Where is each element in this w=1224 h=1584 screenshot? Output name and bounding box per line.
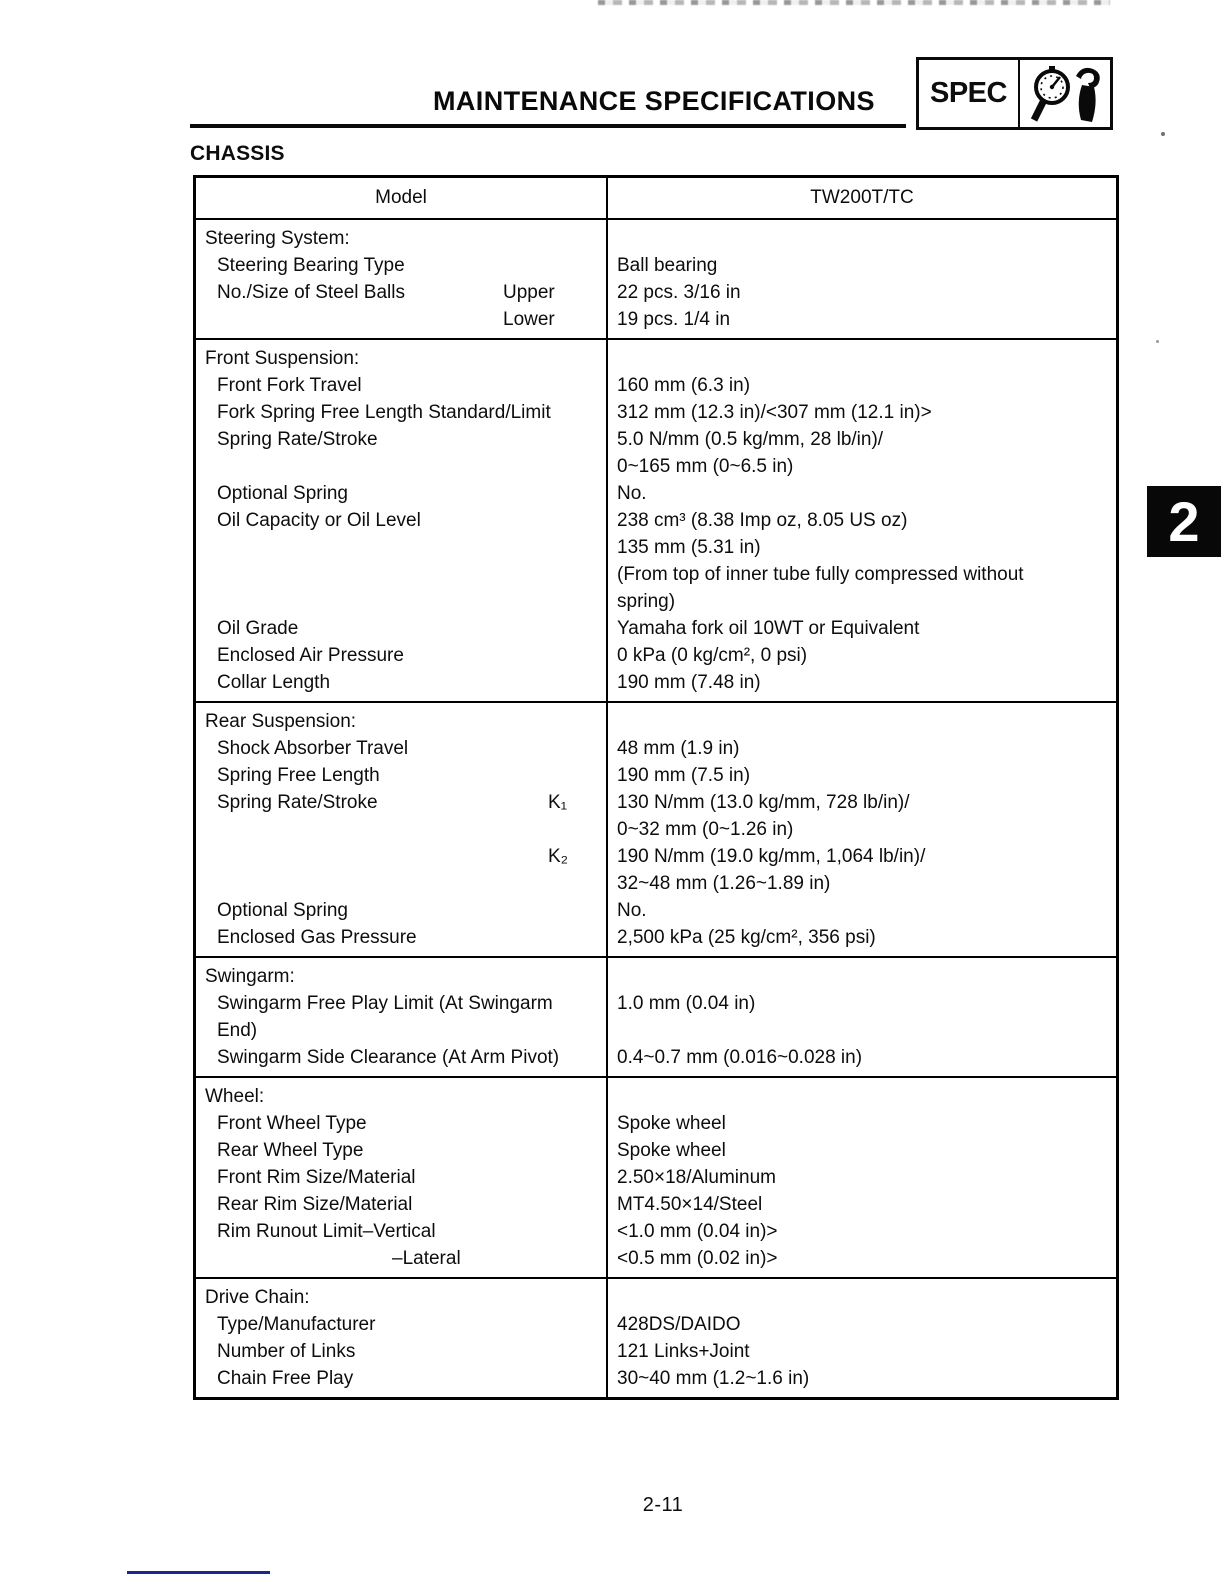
label-cell	[196, 340, 608, 701]
spec-value: 5.0 N/mm (0.5 kg/mm, 28 lb/in)/	[617, 429, 884, 450]
spec-value: Yamaha fork oil 10WT or Equivalent	[617, 618, 920, 639]
spec-value: <0.5 mm (0.02 in)>	[617, 1248, 778, 1269]
spec-label: Front Suspension:	[205, 348, 360, 369]
spec-label: Rear Suspension:	[205, 711, 357, 732]
spec-badge	[916, 57, 1113, 130]
spec-label: Swingarm:	[205, 966, 295, 987]
spec-row-value-line	[617, 1044, 1116, 1071]
spec-row-value-line	[617, 399, 1116, 426]
spec-label	[196, 819, 217, 840]
spec-label: Oil Grade	[217, 618, 299, 639]
spec-row-label-line	[196, 426, 606, 453]
spec-row-value-line	[617, 345, 1116, 372]
spec-table	[193, 175, 1119, 1400]
spec-row-value-line	[617, 1365, 1116, 1392]
spec-sublabel: K₁	[548, 792, 568, 813]
spec-row-label-line	[196, 1218, 606, 1245]
spec-label: Steering Bearing Type	[217, 255, 405, 276]
spec-row-label-line	[196, 1245, 606, 1272]
spec-label: Wheel:	[205, 1086, 265, 1107]
spec-value: 428DS/DAIDO	[617, 1314, 741, 1335]
spec-row-label-line	[196, 279, 606, 306]
spec-row-label-line	[196, 399, 606, 426]
spec-row-value-line	[617, 870, 1116, 897]
spec-value: spring)	[617, 591, 676, 612]
table-section-wheel	[196, 1076, 1116, 1277]
spec-row-value-line	[617, 735, 1116, 762]
spec-label: Fork Spring Free Length Standard/Limit	[217, 402, 551, 423]
spec-value: (From top of inner tube fully compressed without	[617, 564, 1024, 585]
spec-row-value-line	[617, 816, 1116, 843]
spec-row-label-line	[196, 588, 606, 615]
spec-label: Collar Length	[217, 672, 331, 693]
spec-row-label-line	[196, 480, 606, 507]
spec-label: Steering System:	[205, 228, 350, 249]
spec-row-label-line	[196, 372, 606, 399]
spec-label: Swingarm Side Clearance (At Arm Pivot)	[217, 1047, 560, 1068]
label-cell	[196, 1279, 608, 1397]
label-cell	[196, 220, 608, 338]
spec-row-label-line	[196, 507, 606, 534]
spec-row-value-line	[617, 1137, 1116, 1164]
spec-label: Rear Wheel Type	[217, 1140, 364, 1161]
spec-label: Drive Chain:	[205, 1287, 310, 1308]
table-section-swingarm	[196, 956, 1116, 1076]
scan-artifact-speck	[1156, 340, 1159, 343]
spec-label	[196, 456, 217, 477]
spec-label: Swingarm Free Play Limit (At Swingarm	[217, 993, 553, 1014]
spec-label: Front Rim Size/Material	[217, 1167, 416, 1188]
spec-label	[196, 873, 217, 894]
spec-row-label-line	[196, 453, 606, 480]
chapter-tab: 2	[1147, 486, 1221, 557]
spec-label: Spring Rate/Stroke	[217, 429, 378, 450]
spec-row-label-line	[196, 1044, 606, 1071]
spec-label: Optional Spring	[217, 900, 348, 921]
spec-row-value-line	[617, 642, 1116, 669]
spec-sublabel: K₂	[548, 846, 569, 867]
page-title: MAINTENANCE SPECIFICATIONS	[433, 86, 875, 116]
spec-row-value-line	[617, 843, 1116, 870]
spec-value: 0~32 mm (0~1.26 in)	[617, 819, 794, 840]
spec-row-value-line	[617, 372, 1116, 399]
value-cell	[608, 340, 1116, 701]
spec-row-label-line	[196, 870, 606, 897]
label-cell	[196, 958, 608, 1076]
spec-label: Front Wheel Type	[217, 1113, 367, 1134]
spec-value: 48 mm (1.9 in)	[617, 738, 740, 759]
spec-value: 30~40 mm (1.2~1.6 in)	[617, 1368, 810, 1389]
spec-value: 0~165 mm (0~6.5 in)	[617, 456, 794, 477]
scan-artifact-speck	[1161, 132, 1165, 136]
spec-row-value-line	[617, 453, 1116, 480]
spec-row-value-line	[617, 1164, 1116, 1191]
spec-row-value-line	[617, 480, 1116, 507]
spec-label: Rear Rim Size/Material	[217, 1194, 413, 1215]
table-section-front-suspension	[196, 338, 1116, 701]
spec-row-label-line	[196, 642, 606, 669]
table-section-rear-suspension	[196, 701, 1116, 956]
spec-label: –Lateral	[392, 1248, 461, 1269]
spec-row-value-line	[617, 561, 1116, 588]
spec-row-value-line	[617, 1245, 1116, 1272]
scan-artifact-smudge	[598, 0, 1110, 5]
spec-label: Enclosed Air Pressure	[217, 645, 404, 666]
spec-label: Chain Free Play	[217, 1368, 354, 1389]
spec-label	[196, 846, 217, 867]
spec-value: 0 kPa (0 kg/cm², 0 psi)	[617, 645, 808, 666]
spec-row-label-line	[196, 1083, 606, 1110]
spec-row-value-line	[617, 708, 1116, 735]
spec-value: 160 mm (6.3 in)	[617, 375, 751, 396]
spec-row-label-line	[196, 669, 606, 696]
spec-row-value-line	[617, 507, 1116, 534]
spec-value: 312 mm (12.3 in)/<307 mm (12.1 in)>	[617, 402, 932, 423]
model-value-header-cell: TW200T/TC	[810, 187, 914, 208]
spec-row-label-line	[196, 1017, 606, 1044]
spec-row-value-line	[617, 615, 1116, 642]
spec-label: End)	[217, 1020, 258, 1041]
dial-gauge-icon	[1020, 60, 1110, 127]
spec-value: 135 mm (5.31 in)	[617, 537, 761, 558]
table-section-steering-system	[196, 220, 1116, 338]
title-rule	[190, 124, 906, 128]
spec-row-value-line	[617, 1110, 1116, 1137]
spec-row-value-line	[617, 1218, 1116, 1245]
spec-row-label-line	[196, 1365, 606, 1392]
spec-label: Spring Rate/Stroke	[217, 792, 378, 813]
spec-row-value-line	[617, 1017, 1116, 1044]
spec-label: Spring Free Length	[217, 765, 380, 786]
spec-row-value-line	[617, 990, 1116, 1017]
spec-value: 2,500 kPa (25 kg/cm², 356 psi)	[617, 927, 876, 948]
value-cell	[608, 1279, 1116, 1397]
model-header-cell: Model	[196, 178, 608, 218]
table-section-drive-chain	[196, 1277, 1116, 1397]
spec-value: 19 pcs. 1/4 in	[617, 309, 731, 330]
spec-row-value-line	[617, 1311, 1116, 1338]
spec-row-label-line	[196, 762, 606, 789]
spec-row-label-line	[196, 615, 606, 642]
spec-badge-label: SPEC	[919, 60, 1020, 127]
spec-row-value-line	[617, 225, 1116, 252]
spec-label: Shock Absorber Travel	[217, 738, 409, 759]
spec-value: 0.4~0.7 mm (0.016~0.028 in)	[617, 1047, 863, 1068]
spec-value: 22 pcs. 3/16 in	[617, 282, 741, 303]
spec-row-value-line	[617, 789, 1116, 816]
value-cell	[608, 958, 1116, 1076]
spec-row-value-line	[617, 534, 1116, 561]
page-number: 2-11	[642, 1494, 684, 1516]
spec-row-label-line	[196, 789, 606, 816]
spec-row-label-line	[196, 345, 606, 372]
spec-row-value-line	[617, 963, 1116, 990]
spec-value: Spoke wheel	[617, 1140, 726, 1161]
spec-row-label-line	[196, 306, 606, 333]
spec-value: 190 mm (7.48 in)	[617, 672, 761, 693]
spec-sublabel: Upper	[503, 282, 555, 303]
spec-row-label-line	[196, 843, 606, 870]
spec-row-value-line	[617, 762, 1116, 789]
spec-table-body	[196, 220, 1116, 1397]
spec-row-label-line	[196, 1110, 606, 1137]
spec-label: No./Size of Steel Balls	[217, 282, 405, 303]
spec-row-label-line	[196, 1284, 606, 1311]
spec-row-label-line	[196, 561, 606, 588]
spec-value: Ball bearing	[617, 255, 718, 276]
spec-value: Spoke wheel	[617, 1113, 726, 1134]
footer-accent-line	[127, 1571, 270, 1574]
spec-row-label-line	[196, 534, 606, 561]
spec-sublabel: Lower	[503, 309, 555, 330]
spec-value: 2.50×18/Aluminum	[617, 1167, 776, 1188]
spec-row-label-line	[196, 1164, 606, 1191]
spec-row-label-line	[196, 708, 606, 735]
value-cell	[608, 1078, 1116, 1277]
spec-row-value-line	[617, 1338, 1116, 1365]
spec-value: 238 cm³ (8.38 Imp oz, 8.05 US oz)	[617, 510, 908, 531]
spec-value: 1.0 mm (0.04 in)	[617, 993, 756, 1014]
value-cell	[608, 703, 1116, 956]
spec-label	[196, 591, 217, 612]
spec-row-value-line	[617, 1284, 1116, 1311]
spec-value: No.	[617, 900, 647, 921]
spec-label	[196, 537, 217, 558]
spec-row-label-line	[196, 252, 606, 279]
spec-row-label-line	[196, 990, 606, 1017]
spec-row-value-line	[617, 1191, 1116, 1218]
spec-label: Front Fork Travel	[217, 375, 362, 396]
spec-row-label-line	[196, 924, 606, 951]
spec-value: MT4.50×14/Steel	[617, 1194, 763, 1215]
spec-label	[196, 309, 217, 330]
spec-label: Optional Spring	[217, 483, 348, 504]
spec-row-label-line	[196, 225, 606, 252]
spec-value: No.	[617, 483, 647, 504]
spec-row-value-line	[617, 306, 1116, 333]
spec-row-label-line	[196, 963, 606, 990]
spec-row-value-line	[617, 924, 1116, 951]
spec-row-value-line	[617, 669, 1116, 696]
spec-row-label-line	[196, 1311, 606, 1338]
value-cell	[608, 220, 1116, 338]
spec-row-label-line	[196, 735, 606, 762]
spec-row-label-line	[196, 1191, 606, 1218]
spec-row-value-line	[617, 252, 1116, 279]
spec-row-value-line	[617, 279, 1116, 306]
spec-value: <1.0 mm (0.04 in)>	[617, 1221, 778, 1242]
spec-label	[196, 564, 217, 585]
spec-label: Rim Runout Limit–Vertical	[217, 1221, 436, 1242]
section-heading: CHASSIS	[190, 142, 285, 165]
spec-value: 32~48 mm (1.26~1.89 in)	[617, 873, 831, 894]
spec-value: 130 N/mm (13.0 kg/mm, 728 lb/in)/	[617, 792, 910, 813]
spec-row-label-line	[196, 816, 606, 843]
spec-label: Oil Capacity or Oil Level	[217, 510, 421, 531]
label-cell	[196, 1078, 608, 1277]
table-header-row	[196, 178, 1116, 220]
spec-label: Enclosed Gas Pressure	[217, 927, 417, 948]
spec-label: Type/Manufacturer	[217, 1314, 376, 1335]
spec-row-value-line	[617, 897, 1116, 924]
spec-value: 190 mm (7.5 in)	[617, 765, 751, 786]
label-cell	[196, 703, 608, 956]
spec-value: 121 Links+Joint	[617, 1341, 750, 1362]
spec-label: Number of Links	[217, 1341, 356, 1362]
spec-row-value-line	[617, 1083, 1116, 1110]
spec-row-value-line	[617, 426, 1116, 453]
spec-row-value-line	[617, 588, 1116, 615]
spec-row-label-line	[196, 897, 606, 924]
spec-row-label-line	[196, 1338, 606, 1365]
spec-row-label-line	[196, 1137, 606, 1164]
spec-value: 190 N/mm (19.0 kg/mm, 1,064 lb/in)/	[617, 846, 926, 867]
